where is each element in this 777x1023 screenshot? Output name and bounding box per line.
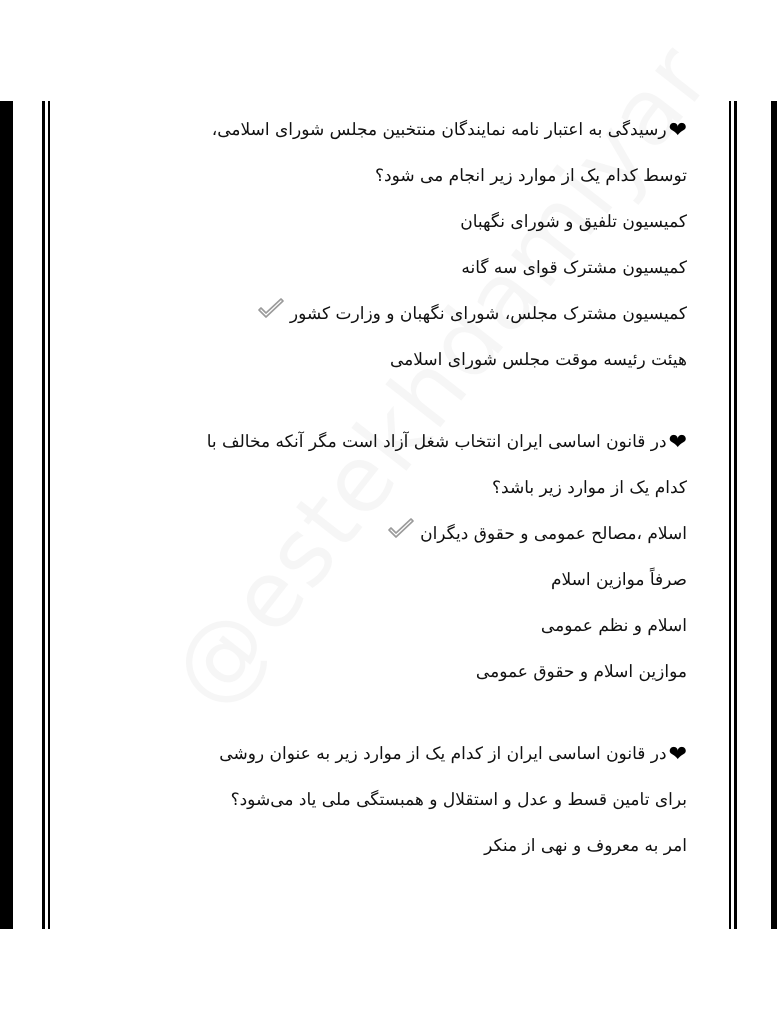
question-text bbox=[95, 734, 687, 780]
spacer bbox=[95, 698, 687, 734]
question-block bbox=[95, 422, 687, 698]
check-icon bbox=[256, 295, 286, 335]
option-text: امر به معروف و نهی از منکر bbox=[484, 836, 687, 856]
question-text bbox=[95, 110, 687, 156]
question-line: برای تامین قسط و عدل و استقلال و همبستگی ملی یاد می‌شود؟ bbox=[230, 790, 687, 810]
answer-option bbox=[95, 606, 687, 652]
option-text: کمیسیون تلفیق و شورای نگهبان bbox=[460, 212, 687, 232]
left-border bbox=[0, 101, 13, 929]
answer-option bbox=[95, 248, 687, 294]
option-text: کمیسیون مشترک مجلس، شورای نگهبان و وزارت کشور bbox=[289, 304, 687, 324]
heart-icon: ❤ bbox=[668, 742, 687, 767]
questions-content bbox=[95, 110, 687, 872]
left-rule-outer bbox=[42, 101, 45, 929]
option-text: هیئت رئیسه موقت مجلس شورای اسلامی bbox=[389, 350, 687, 370]
question-text bbox=[95, 780, 687, 826]
question-block bbox=[95, 110, 687, 386]
right-rule-inner bbox=[729, 101, 731, 929]
answer-option bbox=[95, 560, 687, 606]
spacer bbox=[95, 386, 687, 422]
answer-option bbox=[95, 514, 687, 560]
question-text bbox=[95, 468, 687, 514]
check-icon bbox=[386, 515, 416, 555]
heart-icon: ❤ bbox=[668, 430, 687, 455]
question-block bbox=[95, 734, 687, 872]
heart-icon: ❤ bbox=[668, 118, 687, 143]
left-rule-inner bbox=[48, 101, 50, 929]
answer-option bbox=[95, 826, 687, 872]
question-line: در قانون اساسی ایران از کدام یک از موارد زیر به عنوان روشی bbox=[219, 744, 667, 764]
answer-option bbox=[95, 340, 687, 386]
question-line: کدام یک از موارد زیر باشد؟ bbox=[492, 478, 687, 498]
question-line: رسیدگی به اعتبار نامه نمایندگان منتخبین مجلس شورای اسلامی، bbox=[211, 120, 667, 140]
right-rule-outer bbox=[734, 101, 737, 929]
question-text bbox=[95, 422, 687, 468]
question-line: توسط کدام یک از موارد زیر انجام می شود؟ bbox=[374, 166, 687, 186]
option-text: کمیسیون مشترک قوای سه گانه bbox=[461, 258, 687, 278]
question-line: در قانون اساسی ایران انتخاب شغل آزاد است مگر آنکه مخالف با bbox=[206, 432, 667, 452]
question-text bbox=[95, 156, 687, 202]
answer-option bbox=[95, 652, 687, 698]
answer-option bbox=[95, 202, 687, 248]
option-text: اسلام ،مصالح عمومی و حقوق دیگران bbox=[420, 524, 687, 544]
option-text: موازین اسلام و حقوق عمومی bbox=[475, 662, 687, 682]
answer-option bbox=[95, 294, 687, 340]
right-border bbox=[771, 101, 777, 929]
option-text: صرفاً موازین اسلام bbox=[550, 570, 687, 590]
option-text: اسلام و نظم عمومی bbox=[540, 616, 687, 636]
